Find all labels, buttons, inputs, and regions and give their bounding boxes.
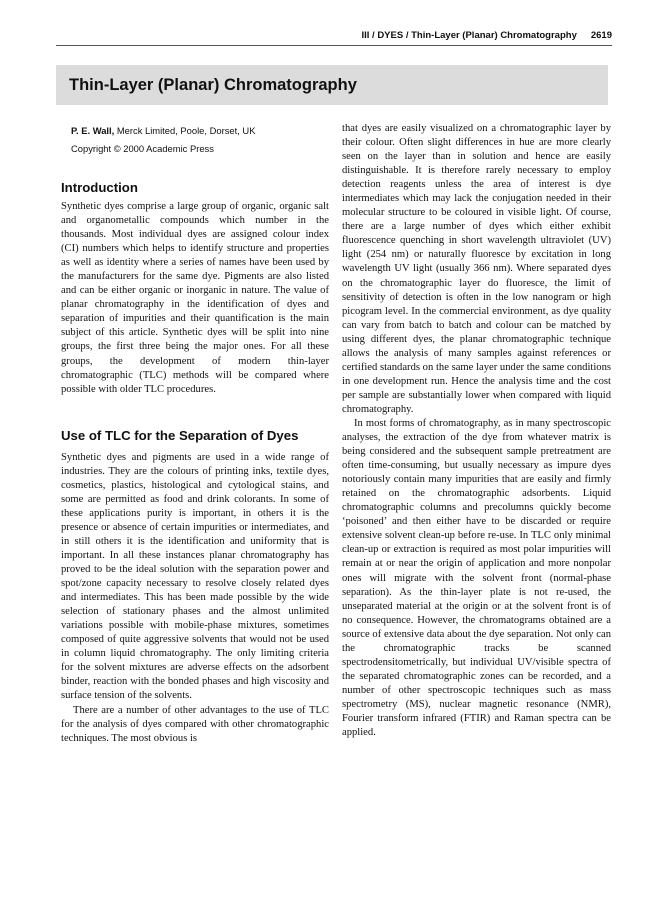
tlc-use-paragraph-2: There are a number of other advantages to the use of TLC for the analysis of dyes compared with other chromatographic techniques. The most obvious is [61, 704, 329, 744]
tlc-use-heading: Use of TLC for the Separation of Dyes [61, 427, 299, 443]
header-rule [56, 45, 612, 46]
title-banner [56, 65, 608, 105]
copyright-line: Copyright © 2000 Academic Press [71, 143, 214, 154]
article-title: Thin-Layer (Planar) Chromatography [69, 76, 357, 94]
right-paragraph-1: that dyes are easily visualized on a chromatographic layer by their colour. Often slight differences in hue are more clearly seen on the layer than in solution and hence are easily distinguishable. It is therefore rarely necessary to employ detection reagents unless the area of interest is dye intermediates which may lack the conjugation needed in their molecular structure to be coloured in visible light. Of course, there are a large number of dyes which either exhibit fluorescence quenching in short wavelength ultraviolet (UV) light (254 nm) or naturally fluoresce by excitation in long wavelength UV light (usually 366 nm). Where separated dyes on the chromatographic layer do fluoresce, the limit of sensitivity of detection is often in the low nanogram or high picogram level. In the commercial environment, as dye quality can vary from batch to batch and colour can be matched by using different dyes, the planar chromatographic technique allows the analysis of many samples against references or certified standards on the same layer under the same conditions in one development run. Hence the analysis time and the cost per sample are substantially lower when compared with liquid chromatography. [342, 123, 611, 415]
page-number: 2619 [590, 30, 612, 41]
left-column [61, 122, 329, 746]
running-header [56, 30, 612, 41]
introduction-heading: Introduction [61, 180, 138, 195]
author-name: P. E. Wall, [71, 125, 115, 136]
right-column [342, 122, 611, 740]
tlc-use-paragraph-1: Synthetic dyes and pigments are used in a wide range of industries. They are the colours of printing inks, textile dyes, cosmetics, plastics, histological and cytological stains, and some are permitted as food and drink colorants. In some of these applications purity is important, in others it is the presence or absence of certain impurities or intermediates, and in still others it is the identification and uniformity that is important. In all these instances planar chromatography has proved to be the ideal solution with the separation power and spot/zone capacity necessary to resolve closely related dyes and intermediates. This has been made possible by the wide selection of stationary phases and the almost unlimited variations possible with mobile-phase mixtures, sometimes composed of quite aggressive solvents that would not be used in column liquid chromatography. The only limiting criteria for the solvent mixtures are adverse effects on the adsorbent binder, reaction with the bonded phases and high viscosity and surface tension of the solvents. [61, 451, 329, 702]
author-line [71, 122, 329, 140]
introduction-paragraph: Synthetic dyes comprise a large group of organic, organic salt and organometallic compounds which number in the thousands. Most individual dyes are assigned colour index (CI) numbers which helps to identify structure and properties as well as identity where a series of names have been used by the manufacturers for the same dye. Pigments are also listed and can be either organic or inorganic in nature. The value of planar chromatography in the identification of dyes and separation of impurities and their quantification is the main subject of this article. Synthetic dyes will be split into nine groups, the first three being the major ones. For all these groups, the development of modern thin-layer chromatographic (TLC) methods will be compared where possible with older TLC procedures. [61, 201, 329, 395]
author-affiliation: Merck Limited, Poole, Dorset, UK [116, 125, 256, 136]
running-title: III / DYES / Thin-Layer (Planar) Chromatography [361, 30, 577, 41]
right-paragraph-2: In most forms of chromatography, as in many spectroscopic analyses, the extraction of the dye from whatever matrix is being considered and the subsequent sample pretreatment are often time-consuming, but usually necessary as impure dyes notoriously contain many impurities that are easily and firmly retained on the chromatographic adsorbents. Liquid chromatographic columns and precolumns quickly become ‘poisoned’ and then either have to be discarded or require extensive solvent clean-up before re-use. In TLC only minimal clean-up or extraction is required as most polar impurities will remain at or near the origin of application and more nonpolar ones will migrate with the solvent front (normal-phase separation). As the thin-layer plate is not re-used, the unseparated material at the origin or at the solvent front is of no consequence. However, the chromatograms obtained are a source of extensive data about the dye separation. Not only can the chromatographic tracks be scanned spectrodensitometrically, but individual UV/visible spectra of the separated chromatographic zones can be recorded, and a number of other spectroscopic techniques such as mass spectrometry (MS), nuclear magnetic resonance (NMR), Fourier transform infrared (FTIR) and Raman spectra can be applied. [342, 417, 611, 739]
